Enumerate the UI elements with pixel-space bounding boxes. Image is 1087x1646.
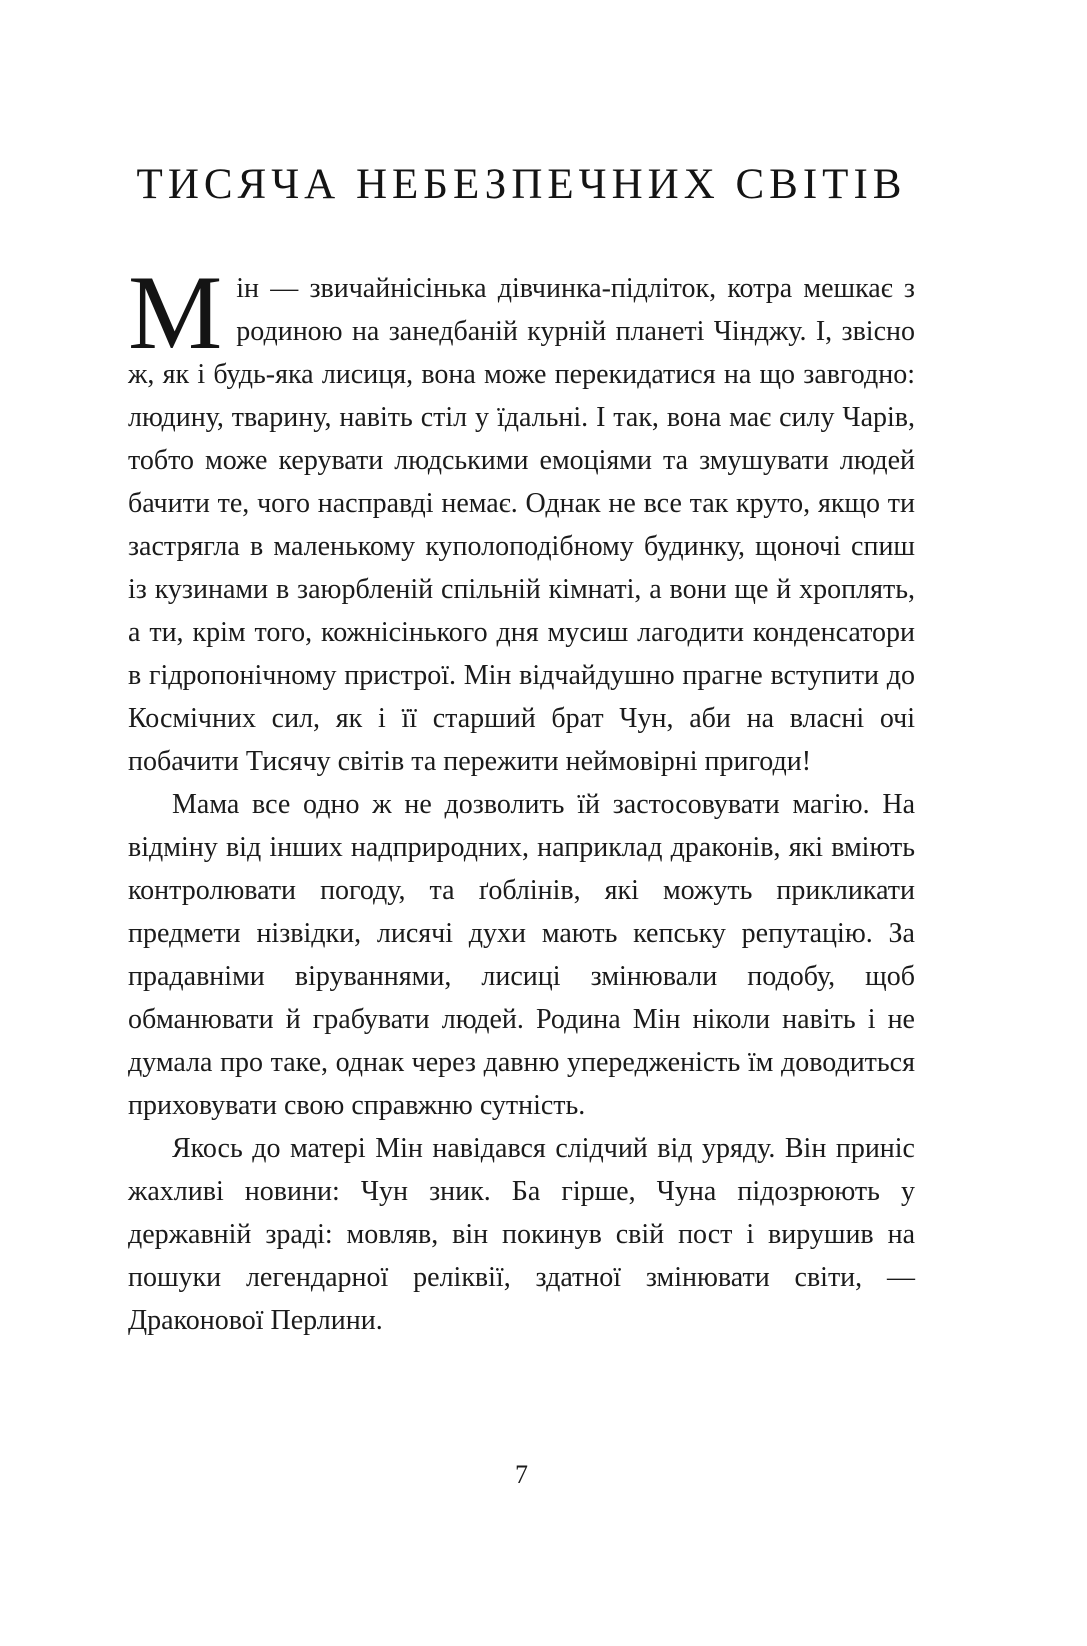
paragraph-2: Мама все одно ж не дозволить їй застосовувати магію. На відміну від інших надприродних, наприклад драконів, які вміють контролювати погоду, та ґоблінів, які можуть прикликати предмети нізвідки, лисячі духи мають кепську репутацію. За прадавніми віруваннями, лисиці змінювали подобу, щоб обманювати й грабувати людей. Родина Мін ніколи навіть і не думала про таке, однак через давню упередженість їм доводиться приховувати свою справжню сутність.: [128, 789, 915, 1121]
paragraph-3: Якось до матері Мін навідався слідчий від уряду. Він приніс жахливі новини: Чун зник. Ба гірше, Чуна підозрюють у державній зраді: мовляв, він покинув свій пост і вирушив на пошуки легендарної реліквії, здатної змінювати світи, — Драконової Перлини.: [128, 1133, 915, 1336]
paragraph-1: [128, 254, 915, 783]
body-text: [128, 254, 915, 1342]
drop-cap: М: [128, 254, 223, 371]
chapter-title: ТИСЯЧА НЕБЕЗПЕЧНИХ СВІТІВ: [136, 161, 907, 208]
paragraph-1-text: ін — звичайнісінька дівчинка-підліток, котра мешкає з родиною на занедбаній курній планеті Чінджу. І, звісно ж, як і будь-яка лисиця, вона може перекидатися на що завгодно: людину, тварину, навіть стіл у їдальні. І так, вона має силу Чарів, тобто може керувати людськими емоціями та змушувати людей бачити те, чого насправді немає. Однак не все так круто, якщо ти застрягла в маленькому куполоподібному будинку, щоночі спиш із кузинами в заюрбленій спільній кімнаті, а вони ще й хроплять, а ти, крім того, кожнісінького дня мусиш лагодити конденсатори в гідропонічному пристрої. Мін відчайдушно прагне вступити до Космічних сил, як і її старший брат Чун, аби на власні очі побачити Тисячу світів та пережити неймовірні пригоди!: [128, 273, 915, 777]
page-number: 7: [515, 1460, 528, 1489]
